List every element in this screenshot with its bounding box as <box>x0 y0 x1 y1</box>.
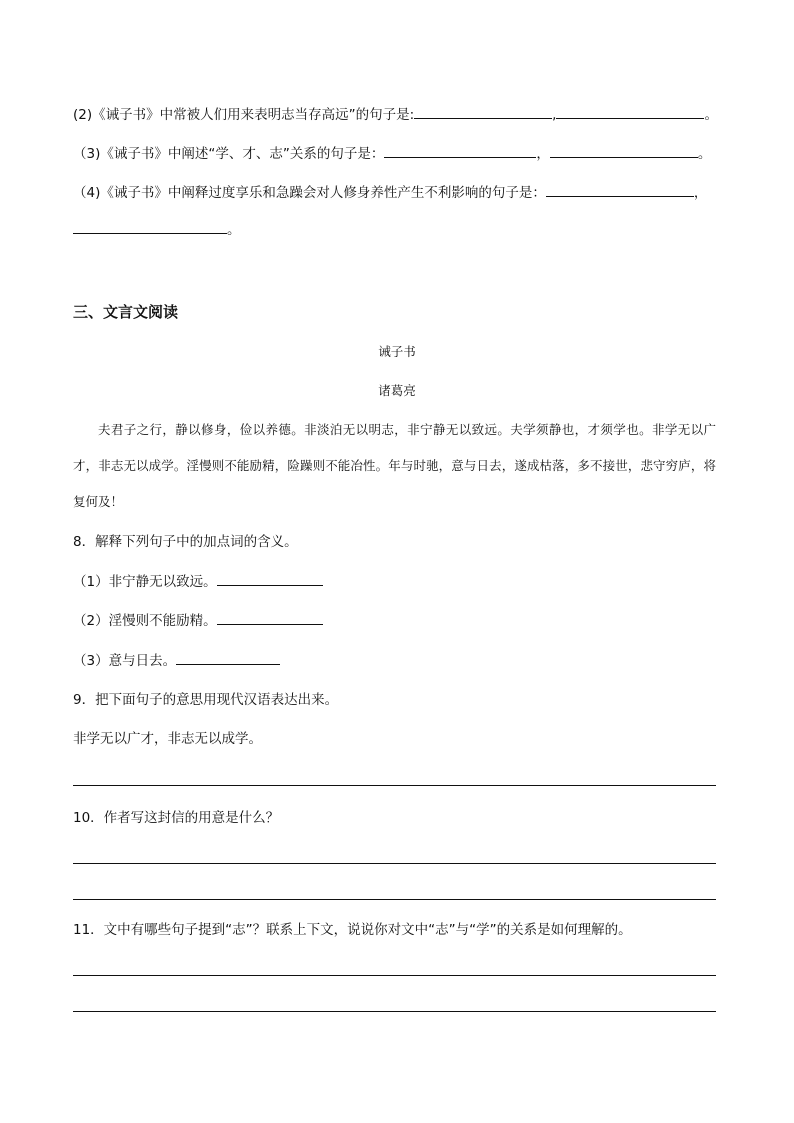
answer-blank[interactable] <box>176 650 280 665</box>
answer-blank[interactable] <box>73 219 227 234</box>
answer-blank[interactable] <box>414 104 552 119</box>
recitation-q4-text: （4)《诫子书》中阐释过度享乐和急躁会对人修身养性产生不利影响的句子是： <box>73 185 546 201</box>
passage-text: 夫君子之行，静以修身，俭以养德。非淡泊无以明志，非宁静无以致远。夫学须静也，才须学也。非学无以广才，非志无以成学。淫慢则不能励精，险躁则不能冶性。年与时驰，意与日去，遂成枯落，多不接世，悲守穷庐，将复何及！ <box>73 422 716 509</box>
question-10-prompt: 10．作者写这封信的用意是什么？ <box>73 810 280 826</box>
recitation-q3 <box>73 143 711 164</box>
passage-author: 诸葛亮 <box>378 383 416 398</box>
recitation-q4-continued <box>73 219 241 240</box>
question-8-item <box>73 610 323 631</box>
recitation-q3-text: （3)《诫子书》中阐述“学、才、志”关系的句子是： <box>73 146 385 162</box>
question-9-prompt: 9．把下面句子的意思用现代汉语表达出来。 <box>73 692 339 708</box>
recitation-q2-text: (2)《诫子书》中常被人们用来表明志当存高远”的句子是: <box>73 107 415 123</box>
question-11-prompt: 11．文中有哪些句子提到“志”？联系上下文，说说你对文中“志”与“学”的关系是如何理解的。 <box>73 922 632 938</box>
question-8-item <box>73 571 323 592</box>
question-8-item-text: （2）淫慢则不能励精。 <box>73 613 217 629</box>
separator: ， <box>693 185 708 201</box>
answer-blank[interactable] <box>217 571 323 586</box>
passage-body <box>73 412 716 520</box>
answer-line[interactable] <box>73 785 716 786</box>
question-8-item-text: （1）非宁静无以致远。 <box>73 574 217 590</box>
answer-blank[interactable] <box>384 143 536 158</box>
answer-blank[interactable] <box>217 610 323 625</box>
passage-title: 诫子书 <box>378 344 416 359</box>
end-mark: 。 <box>227 222 241 238</box>
answer-line[interactable] <box>73 863 716 864</box>
question-8-prompt: 8．解释下列句子中的加点词的含义。 <box>73 534 298 550</box>
answer-line[interactable] <box>73 1011 716 1012</box>
answer-line[interactable] <box>73 975 716 976</box>
section-heading: 三、文言文阅读 <box>73 303 179 321</box>
answer-line[interactable] <box>73 899 716 900</box>
question-9-sentence: 非学无以广才，非志无以成学。 <box>73 731 262 747</box>
end-mark: 。 <box>704 107 718 123</box>
recitation-q4 <box>73 182 707 203</box>
answer-blank[interactable] <box>546 182 694 197</box>
question-8-item <box>73 650 280 671</box>
separator: , <box>552 107 557 123</box>
separator: ， <box>536 146 550 162</box>
question-8-item-text: （3）意与日去。 <box>73 653 177 669</box>
recitation-q2 <box>73 104 718 125</box>
end-mark: 。 <box>697 146 712 162</box>
answer-blank[interactable] <box>556 104 704 119</box>
answer-blank[interactable] <box>550 143 698 158</box>
